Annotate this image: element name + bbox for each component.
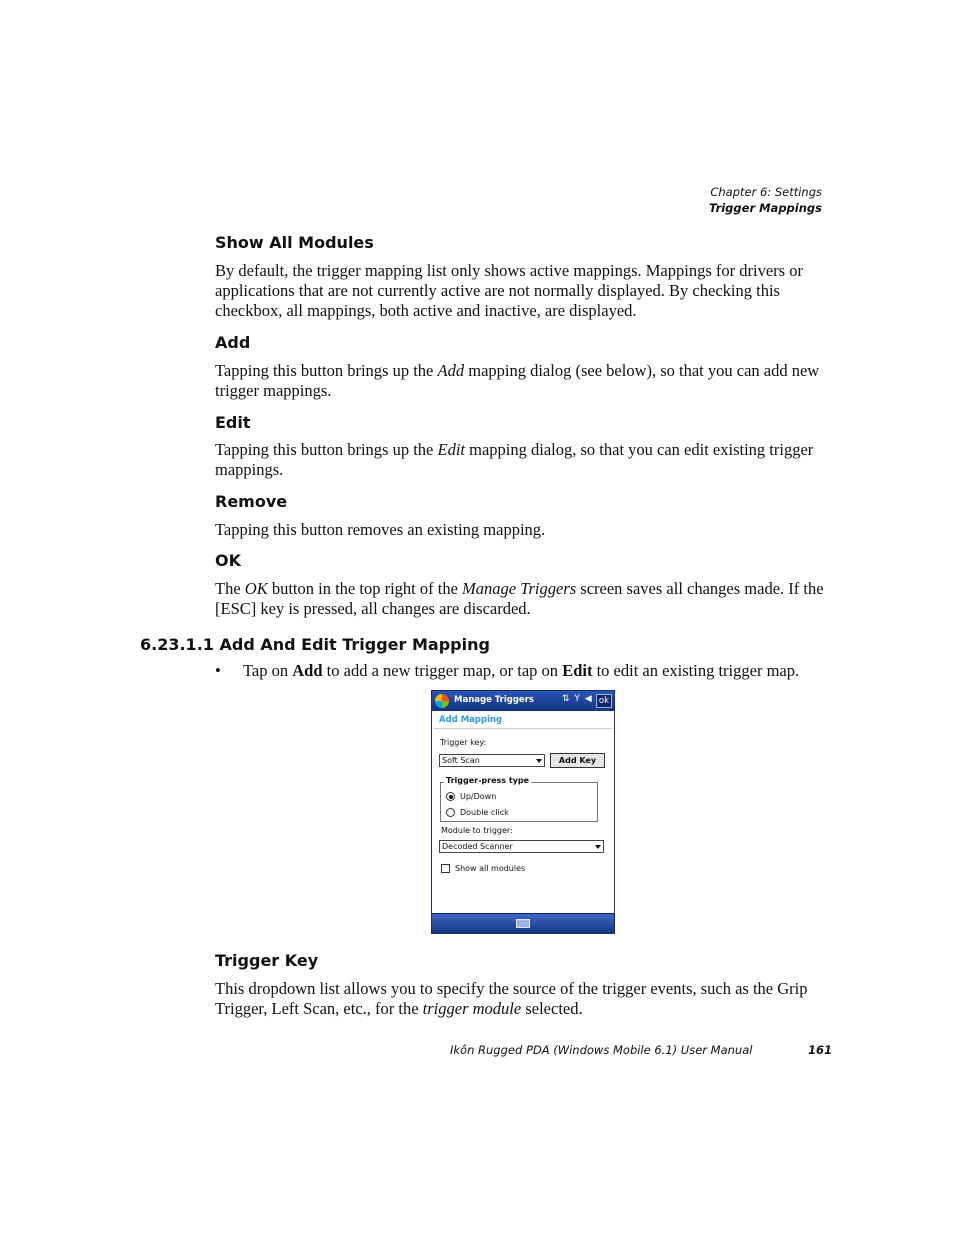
heading-add: Add (215, 333, 251, 352)
device-bottom-bar (432, 913, 614, 934)
paragraph-add: Tapping this button brings up the Add mapping dialog (see below), so that you can add new trigger mappings. (215, 361, 820, 400)
paragraph-remove: Tapping this button removes an existing mapping. (215, 520, 546, 539)
ok-button[interactable]: ok (596, 694, 612, 708)
chevron-down-icon (595, 845, 601, 849)
keyboard-icon[interactable] (516, 919, 530, 928)
status-icons: ⇅ Y ◀ (562, 694, 593, 704)
heading-show-all-modules: Show All Modules (215, 233, 374, 252)
running-head-section: Trigger Mappings (708, 201, 822, 215)
trigger-key-dropdown[interactable] (439, 754, 545, 767)
trigger-key-value: Soft Scan (442, 756, 480, 765)
heading-ok: OK (215, 551, 241, 570)
device-title-bar (432, 691, 614, 711)
show-all-modules-checkbox[interactable] (441, 864, 450, 873)
chevron-down-icon (536, 759, 542, 763)
subsection-heading: 6.23.1.1 Add And Edit Trigger Mapping (140, 635, 490, 654)
module-label: Module to trigger: (441, 826, 513, 835)
device-title: Manage Triggers (454, 695, 534, 705)
paragraph-show-all-modules: By default, the trigger mapping list only shows active mappings. Mappings for drivers or applications that are not currently active are not normally displayed. By checking this checkbox, all mappings, both active and inactive, are displayed. (215, 261, 803, 320)
paragraph-edit: Tapping this button brings up the Edit mapping dialog, so that you can edit existing trigger mappings. (215, 440, 814, 479)
running-head-chapter: Chapter 6: Settings (710, 185, 822, 199)
module-value: Decoded Scanner (442, 842, 513, 851)
footer-manual-title: Ikôn Rugged PDA (Windows Mobile 6.1) User Manual (450, 1043, 753, 1057)
show-all-modules-label: Show all modules (455, 864, 526, 873)
paragraph-ok: The OK button in the top right of the Manage Triggers screen saves all changes made. If the [ESC] key is pressed, all changes are discarded. (215, 579, 824, 618)
footer-page-number: 161 (808, 1043, 833, 1057)
paragraph-trigger-key: This dropdown list allows you to specify the source of the trigger events, such as the Grip Trigger, Left Scan, etc., for the trigger module selected. (215, 979, 808, 1018)
trigger-press-type-label: Trigger-press type (446, 776, 530, 785)
heading-edit: Edit (215, 413, 251, 432)
module-dropdown[interactable] (439, 840, 604, 853)
radio-up-down-label: Up/Down (460, 792, 497, 801)
windows-start-icon[interactable] (435, 694, 449, 708)
trigger-key-label: Trigger key: (440, 738, 487, 747)
add-key-button[interactable]: Add Key (550, 753, 605, 768)
radio-double-click[interactable] (446, 808, 455, 817)
bullet-item: • Tap on Add to add a new trigger map, or tap on Edit to edit an existing trigger map. (215, 661, 800, 680)
heading-trigger-key: Trigger Key (215, 951, 319, 970)
dialog-title: Add Mapping (439, 715, 503, 725)
radio-up-down[interactable] (446, 792, 455, 801)
divider (434, 728, 612, 729)
heading-remove: Remove (215, 492, 288, 511)
radio-double-click-label: Double click (460, 808, 509, 817)
device-screenshot (431, 690, 615, 934)
